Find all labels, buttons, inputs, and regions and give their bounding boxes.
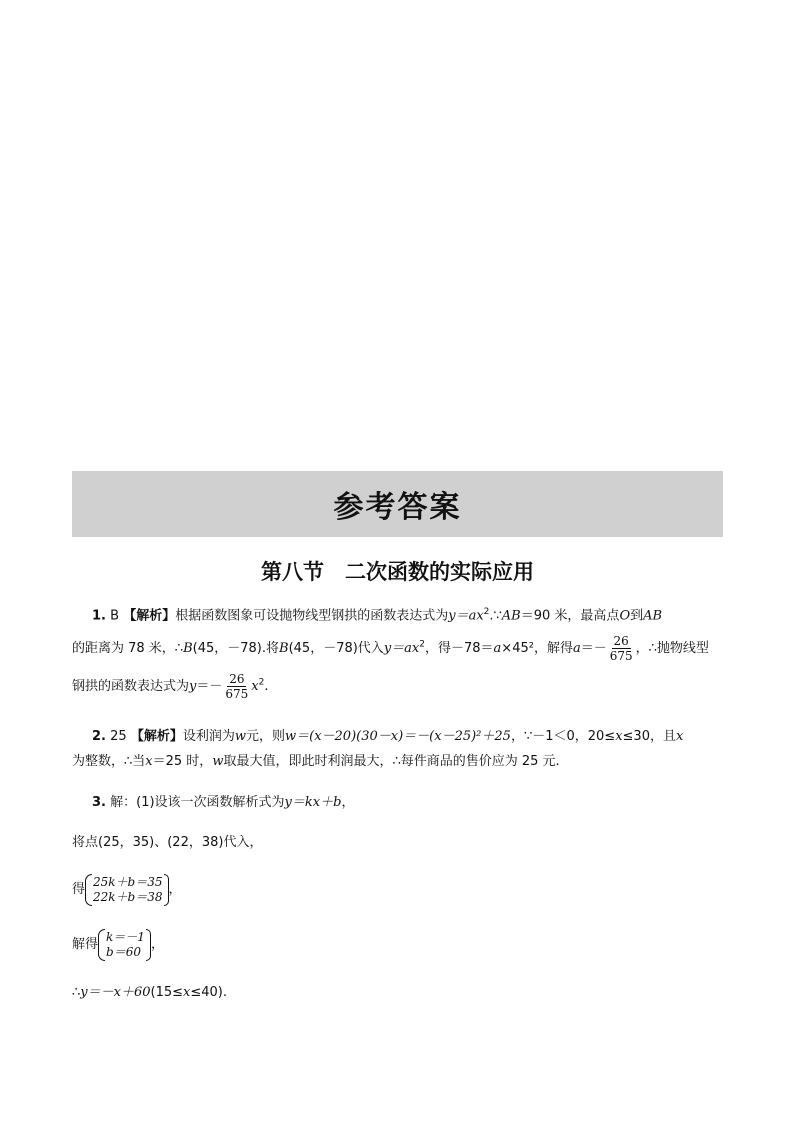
- q1-text: 钢拱的函数表达式为: [72, 679, 190, 694]
- q3-line-5: [72, 983, 732, 1003]
- left-brace-icon: [85, 874, 92, 906]
- q3-line-1: [72, 793, 732, 813]
- equation-system: [85, 874, 169, 906]
- q1-equation: y＝ax: [383, 641, 420, 656]
- q1-text: ，∴抛物线型: [635, 641, 709, 656]
- q3-text: ，: [150, 937, 164, 952]
- q2-variable: x: [145, 754, 153, 769]
- q1-line-2: [72, 634, 732, 663]
- q3-equation: y＝－x＋60: [80, 985, 151, 1000]
- q1-exponent: 2: [419, 639, 425, 650]
- q1-text: (45，－78).将: [192, 641, 280, 656]
- q3-text: 得: [72, 882, 86, 897]
- q2-variable: w: [234, 729, 246, 744]
- system-row: b＝60: [106, 944, 141, 959]
- q1-variable: y: [189, 679, 197, 694]
- fraction-numerator: 26: [613, 634, 629, 648]
- q3-text: 解：(1)设该一次函数解析式为: [110, 795, 285, 810]
- q1-text: .: [264, 679, 269, 694]
- q1-exponent: 2: [483, 607, 490, 617]
- q1-text: .∵: [489, 608, 502, 624]
- system-row: k＝－1: [106, 929, 145, 944]
- q1-variable: B: [183, 641, 193, 656]
- fraction-denominator: 675: [225, 687, 249, 701]
- q2-line-2: [72, 752, 732, 772]
- q2-variable: x: [615, 729, 623, 744]
- q3-variable: x: [183, 985, 191, 1000]
- q1-variable: B: [279, 641, 289, 656]
- q1-analysis-tag: 【解析】: [123, 608, 176, 624]
- q2-text: ＝25 时，: [152, 754, 213, 769]
- q1-text: 的距离为 78 米，∴: [72, 641, 184, 656]
- q2-answer: 25: [110, 729, 127, 744]
- q1-variable: x: [251, 679, 259, 694]
- q1-equation: y＝ax: [448, 608, 484, 624]
- equation-system-rows: [93, 875, 163, 905]
- q3-line-4: [72, 928, 732, 962]
- q3-text: ≤40).: [190, 985, 227, 1000]
- q1-fraction: [223, 672, 250, 701]
- q1-variable: a: [572, 641, 581, 656]
- q1-fraction: [608, 634, 635, 663]
- q3-text: 将点(25，35)、(22，38)代入，: [72, 835, 263, 850]
- q2-variable: x: [675, 729, 684, 744]
- q2-number: 2.: [92, 729, 106, 744]
- q3-text: ，: [168, 882, 182, 897]
- q1-text: 根据函数图象可设抛物线型钢拱的函数表达式为: [175, 608, 449, 624]
- system-row: 22k＋b＝38: [93, 889, 163, 904]
- q3-text: ，: [341, 795, 355, 810]
- q1-line-3: [72, 672, 732, 701]
- fraction-numerator: 26: [229, 672, 245, 686]
- q1-number: 1.: [92, 608, 106, 624]
- q3-line-3: [72, 873, 732, 907]
- left-brace-icon: [98, 929, 105, 961]
- answer-key-banner: [72, 471, 723, 537]
- q1-text: (45，－78)代入: [288, 641, 384, 656]
- q1-text: ＝－: [580, 641, 607, 656]
- solution-system-rows: [106, 930, 145, 960]
- q2-text: 取最大值，即此时利润最大，∴每件商品的售价应为 25 元.: [223, 754, 560, 769]
- q3-text: ∴: [72, 985, 81, 1000]
- banner-title: 参考答案: [333, 490, 462, 525]
- q1-variable: a: [493, 641, 502, 656]
- q1-variable: AB: [643, 608, 663, 624]
- section-title: 第八节 二次函数的实际应用: [261, 560, 534, 584]
- q3-number: 3.: [92, 795, 106, 810]
- fraction-denominator: 675: [609, 649, 633, 663]
- q1-variable: O: [619, 608, 631, 624]
- q3-text: (15≤: [150, 985, 184, 1000]
- q2-text: 为整数，∴当: [72, 754, 146, 769]
- system-row: 25k＋b＝35: [93, 874, 163, 889]
- q2-variable: w: [212, 754, 224, 769]
- solution-system: [98, 929, 151, 961]
- q1-answer: B: [110, 608, 120, 624]
- q3-text: 解得: [72, 937, 99, 952]
- q2-text: ，∵－1＜0，20≤: [510, 729, 616, 744]
- q3-equation: y＝kx＋b: [284, 795, 342, 810]
- q2-line-1: [72, 727, 732, 747]
- q1-text: ×45²，解得: [501, 641, 573, 656]
- q2-equation: w＝(x－20)(30－x)＝－(x－25)²＋25: [285, 729, 511, 744]
- q1-variable: AB: [501, 608, 521, 624]
- q2-text: 设利润为: [182, 729, 235, 744]
- q2-text: 元，则: [245, 729, 285, 744]
- q1-text: 到: [630, 608, 644, 624]
- q2-text: ≤30，且: [622, 729, 676, 744]
- q1-exponent: 2: [258, 677, 265, 688]
- q1-text: ＝90 米，最高点: [520, 608, 620, 624]
- q3-line-2: [72, 833, 732, 853]
- q2-analysis-tag: 【解析】: [130, 729, 183, 744]
- q1-line-1: [72, 602, 732, 626]
- q1-text: ，得－78＝: [424, 641, 494, 656]
- q1-text: ＝－: [196, 679, 223, 694]
